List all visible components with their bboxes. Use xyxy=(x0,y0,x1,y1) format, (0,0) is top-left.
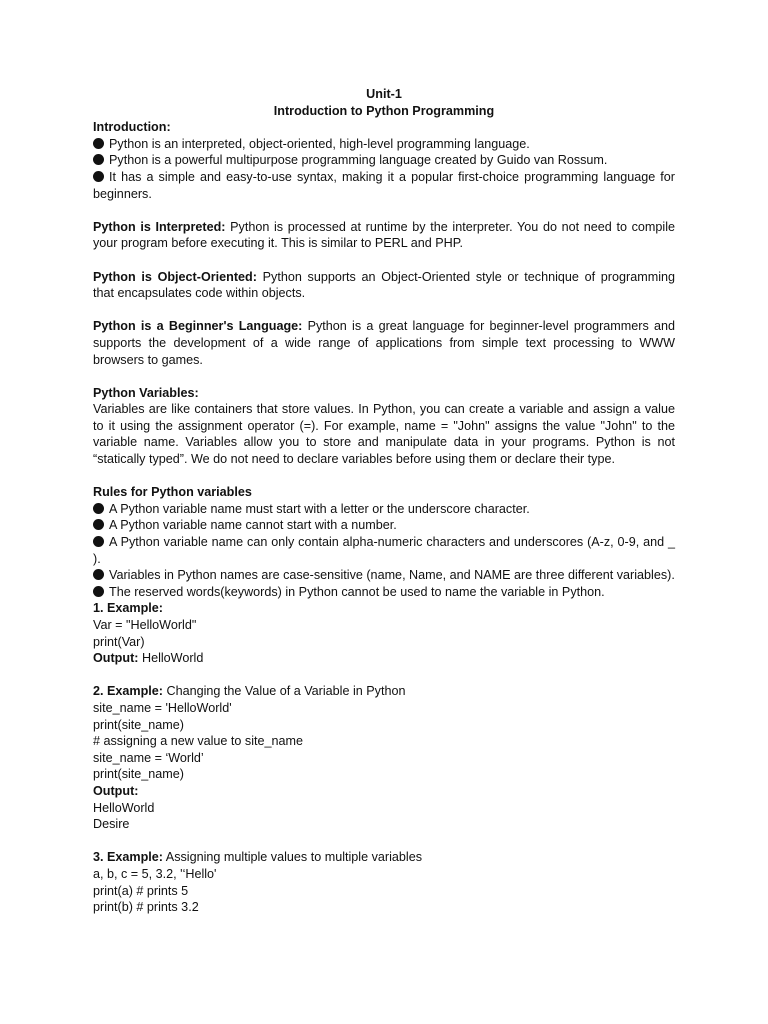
document-title: Introduction to Python Programming xyxy=(273,103,495,118)
intro-bullet: It has a simple and easy-to-use syntax, making it a popular first-choice programming language for beginners. xyxy=(93,169,675,201)
code-line: print(a) # prints 5 xyxy=(93,883,189,898)
rule-bullet: A Python variable name must start with a letter or the underscore character. xyxy=(93,501,675,518)
code-line: site_name = ‘World’ xyxy=(93,750,204,765)
code-line: Var = "HelloWorld" xyxy=(93,618,197,632)
bullet-icon xyxy=(93,536,104,547)
rules-heading: Rules for Python variables xyxy=(93,485,252,500)
example2-output-label: Output: xyxy=(93,783,139,798)
bullet-icon xyxy=(93,503,104,514)
code-line: print(site_name) xyxy=(93,767,184,782)
bullet-icon xyxy=(93,519,104,530)
document-page xyxy=(93,86,675,916)
bullet-icon xyxy=(93,154,104,165)
bullet-icon xyxy=(93,138,104,149)
unit-heading: Unit-1 xyxy=(366,87,402,101)
introduction-heading: Introduction: xyxy=(93,120,171,135)
code-line: print(b) # prints 3.2 xyxy=(93,900,199,915)
rule-bullet: A Python variable name can only contain alpha-numeric characters and underscores (A-z, 0-9, and _ ). xyxy=(93,535,675,566)
example1-output: Output: HelloWorld xyxy=(93,651,204,666)
variables-heading: Python Variables: xyxy=(93,385,199,400)
intro-bullet: Python is an interpreted, object-oriented, high-level programming language. xyxy=(93,136,675,153)
code-line: print(site_name) xyxy=(93,717,184,732)
rule-bullet: A Python variable name cannot start with a number. xyxy=(93,517,675,534)
example3-heading: 3. Example: Assigning multiple values to multiple variables xyxy=(93,850,423,865)
intro-bullet: Python is a powerful multipurpose programming language created by Guido van Rossum. xyxy=(93,152,675,169)
interpreted-paragraph: Python is Interpreted: Python is processed at runtime by the interpreter. You do not need to compile your program before executing it. This is similar to PERL and PHP. xyxy=(93,219,675,251)
output-line: Desire xyxy=(93,817,130,832)
bullet-icon xyxy=(93,171,104,182)
code-line: print(Var) xyxy=(93,634,145,649)
output-line: HelloWorld xyxy=(93,800,155,815)
code-line: # assigning a new value to site_name xyxy=(93,734,304,749)
code-line: a, b, c = 5, 3.2, '‘Hello' xyxy=(93,866,217,881)
code-line: site_name = 'HelloWorld' xyxy=(93,700,232,715)
bullet-icon xyxy=(93,569,104,580)
bullet-icon xyxy=(93,586,104,597)
rule-bullet: The reserved words(keywords) in Python cannot be used to name the variable in Python. xyxy=(93,584,675,601)
rule-bullet: Variables in Python names are case-sensitive (name, Name, and NAME are three different variables). xyxy=(93,567,675,584)
object-oriented-paragraph: Python is Object-Oriented: Python supports an Object-Oriented style or technique of programming that encapsulates code within objects. xyxy=(93,269,675,301)
example2-heading: 2. Example: Changing the Value of a Variable in Python xyxy=(93,684,406,699)
example1-label: 1. Example: xyxy=(93,601,163,616)
beginner-paragraph: Python is a Beginner's Language: Python is a great language for beginner-level programmers and supports the development of a wide range of applications from simple text processing to WWW browsers to games. xyxy=(93,319,676,367)
variables-paragraph: Variables are like containers that store values. In Python, you can create a variable and assign a value to it using the assignment operator (=). For example, name = "John" assigns the value "John" to the variable name. Variables allow you to store and manipulate data in your programs. Python is not “statically typed”. We do not need to declare variables before using them or declare their type. xyxy=(93,402,675,467)
